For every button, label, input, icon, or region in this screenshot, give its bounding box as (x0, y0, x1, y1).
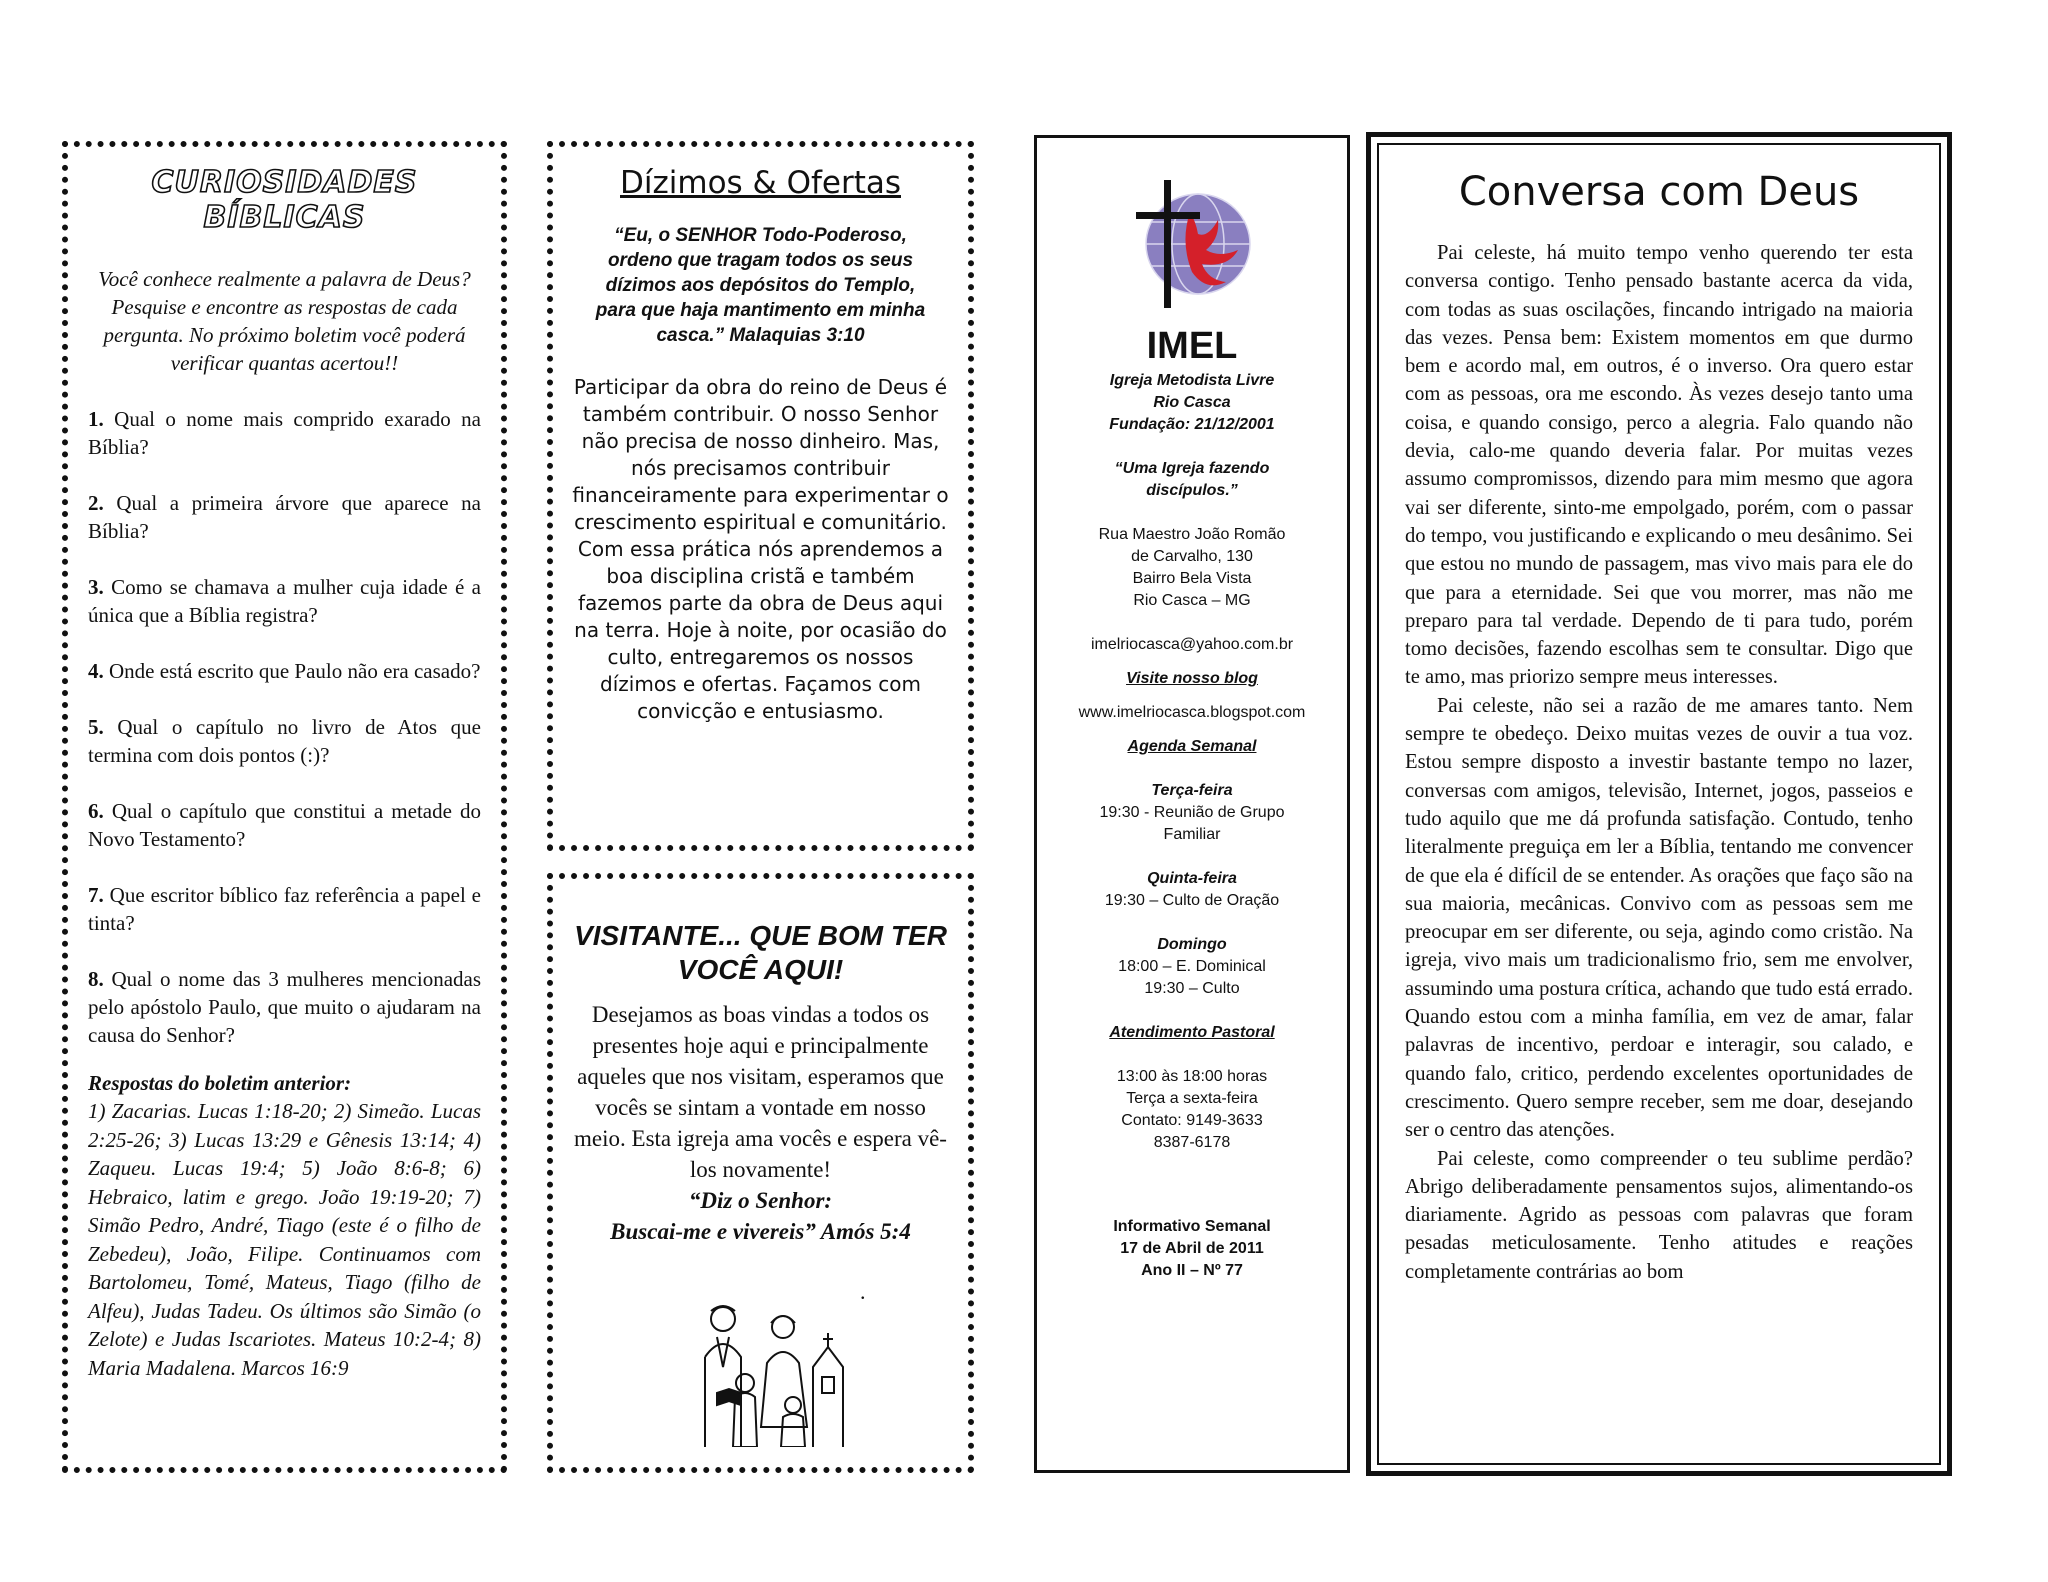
address-line-3: Bairro Bela Vista (1132, 570, 1252, 587)
blog-url[interactable]: www.imelriocasca.blogspot.com (1078, 704, 1306, 721)
question-number: 8. (88, 967, 104, 991)
question-text: Qual a primeira árvore que aparece na Bíblia? (88, 491, 482, 543)
agenda-day-3: Domingo (1157, 936, 1227, 953)
address-line-2: de Carvalho, 130 (1131, 548, 1253, 565)
agenda-day-2: Quinta-feira (1147, 870, 1237, 887)
question-number: 4. (88, 659, 104, 683)
question-item (88, 657, 481, 685)
question-text: Qual o capítulo que constitui a metade do Novo Testamento? (88, 799, 482, 851)
info-line-2: 17 de Abril de 2011 (1120, 1240, 1264, 1257)
imel-logo-icon (1122, 172, 1262, 312)
question-item (88, 573, 481, 629)
curiosidades-title: CURIOSIDADES BÍBLICAS (151, 165, 418, 235)
dizimos-verse: “Eu, o SENHOR Todo-Poderoso, ordeno que tragam todos os seus dízimos aos depósitos do Templo, para que haja mantimento em minha casca.” Malaquias 3:10 (595, 225, 926, 346)
imel-motto: “Uma Igreja fazendo discípulos.” (1114, 460, 1270, 499)
conversa-body (1405, 239, 1913, 1286)
question-number: 1. (88, 407, 104, 431)
question-item (88, 713, 481, 769)
question-text: Que escritor bíblico faz referência a papel e tinta? (88, 883, 482, 935)
answers-title: Respostas do boletim anterior: (88, 1071, 352, 1095)
pastoral-hours: 13:00 às 18:00 horas (1116, 1068, 1268, 1085)
pastoral-contact-2: 8387-6178 (1153, 1134, 1231, 1151)
pastoral-title: Atendimento Pastoral (1109, 1024, 1275, 1041)
question-text: Onde está escrito que Paulo não era casado? (109, 659, 481, 683)
conversa-panel (1366, 132, 1952, 1476)
question-item (88, 797, 481, 853)
agenda-day-3-event-2: 19:30 – Culto (1144, 980, 1240, 997)
address-line-4: Rio Casca – MG (1133, 592, 1251, 609)
question-text: Como se chamava a mulher cuja idade é a única que a Bíblia registra? (88, 575, 481, 627)
visitante-panel (547, 873, 974, 1473)
agenda-day-3-event-1: 18:00 – E. Dominical (1118, 958, 1266, 975)
imel-name: IMEL (1146, 325, 1238, 367)
pastoral-days: Terça a sexta-feira (1126, 1090, 1258, 1107)
visitante-quote-line-2: Buscai-me e vivereis” Amós 5:4 (610, 1219, 911, 1244)
answers-text: 1) Zacarias. Lucas 1:18-20; 2) Simeão. Lucas 2:25-26; 3) Lucas 13:29 e Gênesis 13:14; 4) Zaqueu. Lucas 19:4; 5) João 8:6-8; 6) Hebraico, latim e grego. João 19:19-20; 7) Simão Pedro, André, Tiago (este é o filho de Zebedeu), João, Filipe. Continuamos com Bartolomeu, Tomé, Mateus, Tiago (filho de Alfeu), Judas Tadeu. Os últimos são Simão (o Zelote) e Judas Iscariotes. Mateus 10:2-4; 8) Maria Madalena. Marcos 16:9 (88, 1099, 481, 1380)
conversa-title: Conversa com Deus (1458, 169, 1860, 215)
question-number: 5. (88, 715, 104, 739)
pastoral-contact: Contato: 9149-3633 (1121, 1112, 1263, 1129)
agenda-day-1: Terça-feira (1151, 782, 1233, 799)
imel-panel (1034, 135, 1350, 1473)
blog-label: Visite nosso blog (1126, 670, 1258, 687)
question-item (88, 405, 481, 461)
family-illustration-icon (683, 1297, 853, 1447)
info-line-3: Ano II – Nº 77 (1141, 1262, 1243, 1279)
conversa-paragraph: Pai celeste, não sei a razão de me amares tanto. Nem sempre te obedeço. Deixo muitas vezes de ouvir a tua voz. Estou sempre disposto a investir bastante tempo no lazer, conversas com amigos, televisão, Internet, jogos, passeios e tudo aquilo que me dá profunda satisfação. Contudo, tenho literalmente preguiça em ler a Bíblia, tentando me convencer de que ela é difícil de se entender. As orações que faço são na sua maioria, mecânicas. Convivo com as pessoas sem me preocupar em ser diferente, ou seja, agindo como cristão. Na igreja, vivo mais um tradicionalismo frio, sem me envolver, assumindo uma postura crítica, achando que tudo está errado. Quando estou com a minha família, em vez de amar, falar palavras de incentivo, perdoar e interagir, sou calado, e quando falo, critico, perdendo excelentes oportunidades de crescimento. Quero sempre receber, sem me doar, desejando ser o centro das atenções. (1405, 694, 1913, 1142)
imel-subtitle-1: Igreja Metodista Livre (1109, 372, 1275, 389)
curiosidades-panel (62, 141, 507, 1473)
stray-dot: . (860, 1279, 866, 1304)
info-line-1: Informativo Semanal (1113, 1218, 1271, 1235)
dizimos-title: Dízimos & Ofertas (620, 165, 901, 201)
agenda-day-2-event: 19:30 – Culto de Oração (1104, 892, 1280, 909)
curiosidades-intro: Você conhece realmente a palavra de Deus? Pesquise e encontre as respostas de cada pergunta. No próximo boletim você poderá verificar quantas acertou!! (98, 267, 471, 375)
question-text: Qual o nome das 3 mulheres mencionadas pelo apóstolo Paulo, que muito o ajudaram na causa do Senhor? (88, 967, 482, 1047)
agenda-day-1-event: 19:30 - Reunião de Grupo Familiar (1099, 804, 1285, 843)
question-item (88, 489, 481, 545)
question-item (88, 881, 481, 937)
question-number: 6. (88, 799, 104, 823)
questions-list (88, 405, 481, 1049)
question-number: 3. (88, 575, 104, 599)
question-number: 7. (88, 883, 104, 907)
imel-founded: Fundação: 21/12/2001 (1109, 416, 1275, 433)
conversa-paragraph: Pai celeste, há muito tempo venho querendo ter esta conversa contigo. Tenho pensado bastante acerca da vida, com todas as suas oscilações, fincando intrigado na maioria das vezes. Pensa bem: Existem momentos em que durmo bem e acordo mal, em outros, é o inverso. Ora quero estar com as pessoas, ora me escondo. Às vezes desejo tanto uma coisa, e quando consigo, perco a alegria. Falo quando não devia, calo-me quando deveria falar. Por muitas vezes assumo compromissos, dizendo para mim mesmo que agora vai ser diferente, sinto-me empolgado, porém, com o passar do tempo, vou justificando e explicando o meu desânimo. Sei que estou no mundo de passagem, mas vivo mais para ele do que para a eternidade. Sei que vou morrer, mas não me preparo para tal verdade. Dependo de ti para tudo, porém tomo decisões, fazendo escolhas sem te consultar. Digo que te amo, mas priorizo sempre meus interesses. (1405, 242, 1913, 689)
question-text: Qual o nome mais comprido exarado na Bíblia? (88, 407, 481, 459)
question-item (88, 965, 481, 1049)
agenda-title: Agenda Semanal (1127, 738, 1257, 755)
imel-subtitle-2: Rio Casca (1153, 394, 1231, 411)
visitante-body: Desejamos as boas vindas a todos os presentes hoje aqui e principalmente aqueles que nos visitam, esperamos que vocês se sintam a vontade em nosso meio. Esta igreja ama vocês e espera vê-los novamente! (574, 1002, 947, 1182)
dizimos-body: Participar da obra do reino de Deus é também contribuir. O nosso Senhor não precisa de nosso dinheiro. Mas, nós precisamos contribuir financeiramente para experimentar o crescimento espiritual e comunitário. Com essa prática nós aprendemos a boa disciplina cristã e também fazemos parte da obra de Deus aqui na terra. Hoje à noite, por ocasião do culto, entregaremos os nossos dízimos e ofertas. Façamos com convicção e entusiasmo. (572, 375, 949, 723)
dizimos-panel (547, 141, 974, 851)
visitante-quote-line-1: “Diz o Senhor: (688, 1188, 833, 1213)
question-text: Qual o capítulo no livro de Atos que termina com dois pontos (:)? (88, 715, 481, 767)
address-line-1: Rua Maestro João Romão (1098, 526, 1286, 543)
question-number: 2. (88, 491, 104, 515)
conversa-paragraph: Pai celeste, como compreender o teu sublime perdão? Abrigo deliberadamente pensamentos sujos, alimentando-os diariamente. Agrido as pessoas com palavras que foram pesadas meticulosamente. Tenho atitudes e reações completamente contrárias ao bom (1405, 1147, 1913, 1283)
visitante-title: VISITANTE... QUE BOM TER VOCÊ AQUI! (574, 920, 947, 985)
imel-email[interactable]: imelriocasca@yahoo.com.br (1090, 636, 1294, 653)
